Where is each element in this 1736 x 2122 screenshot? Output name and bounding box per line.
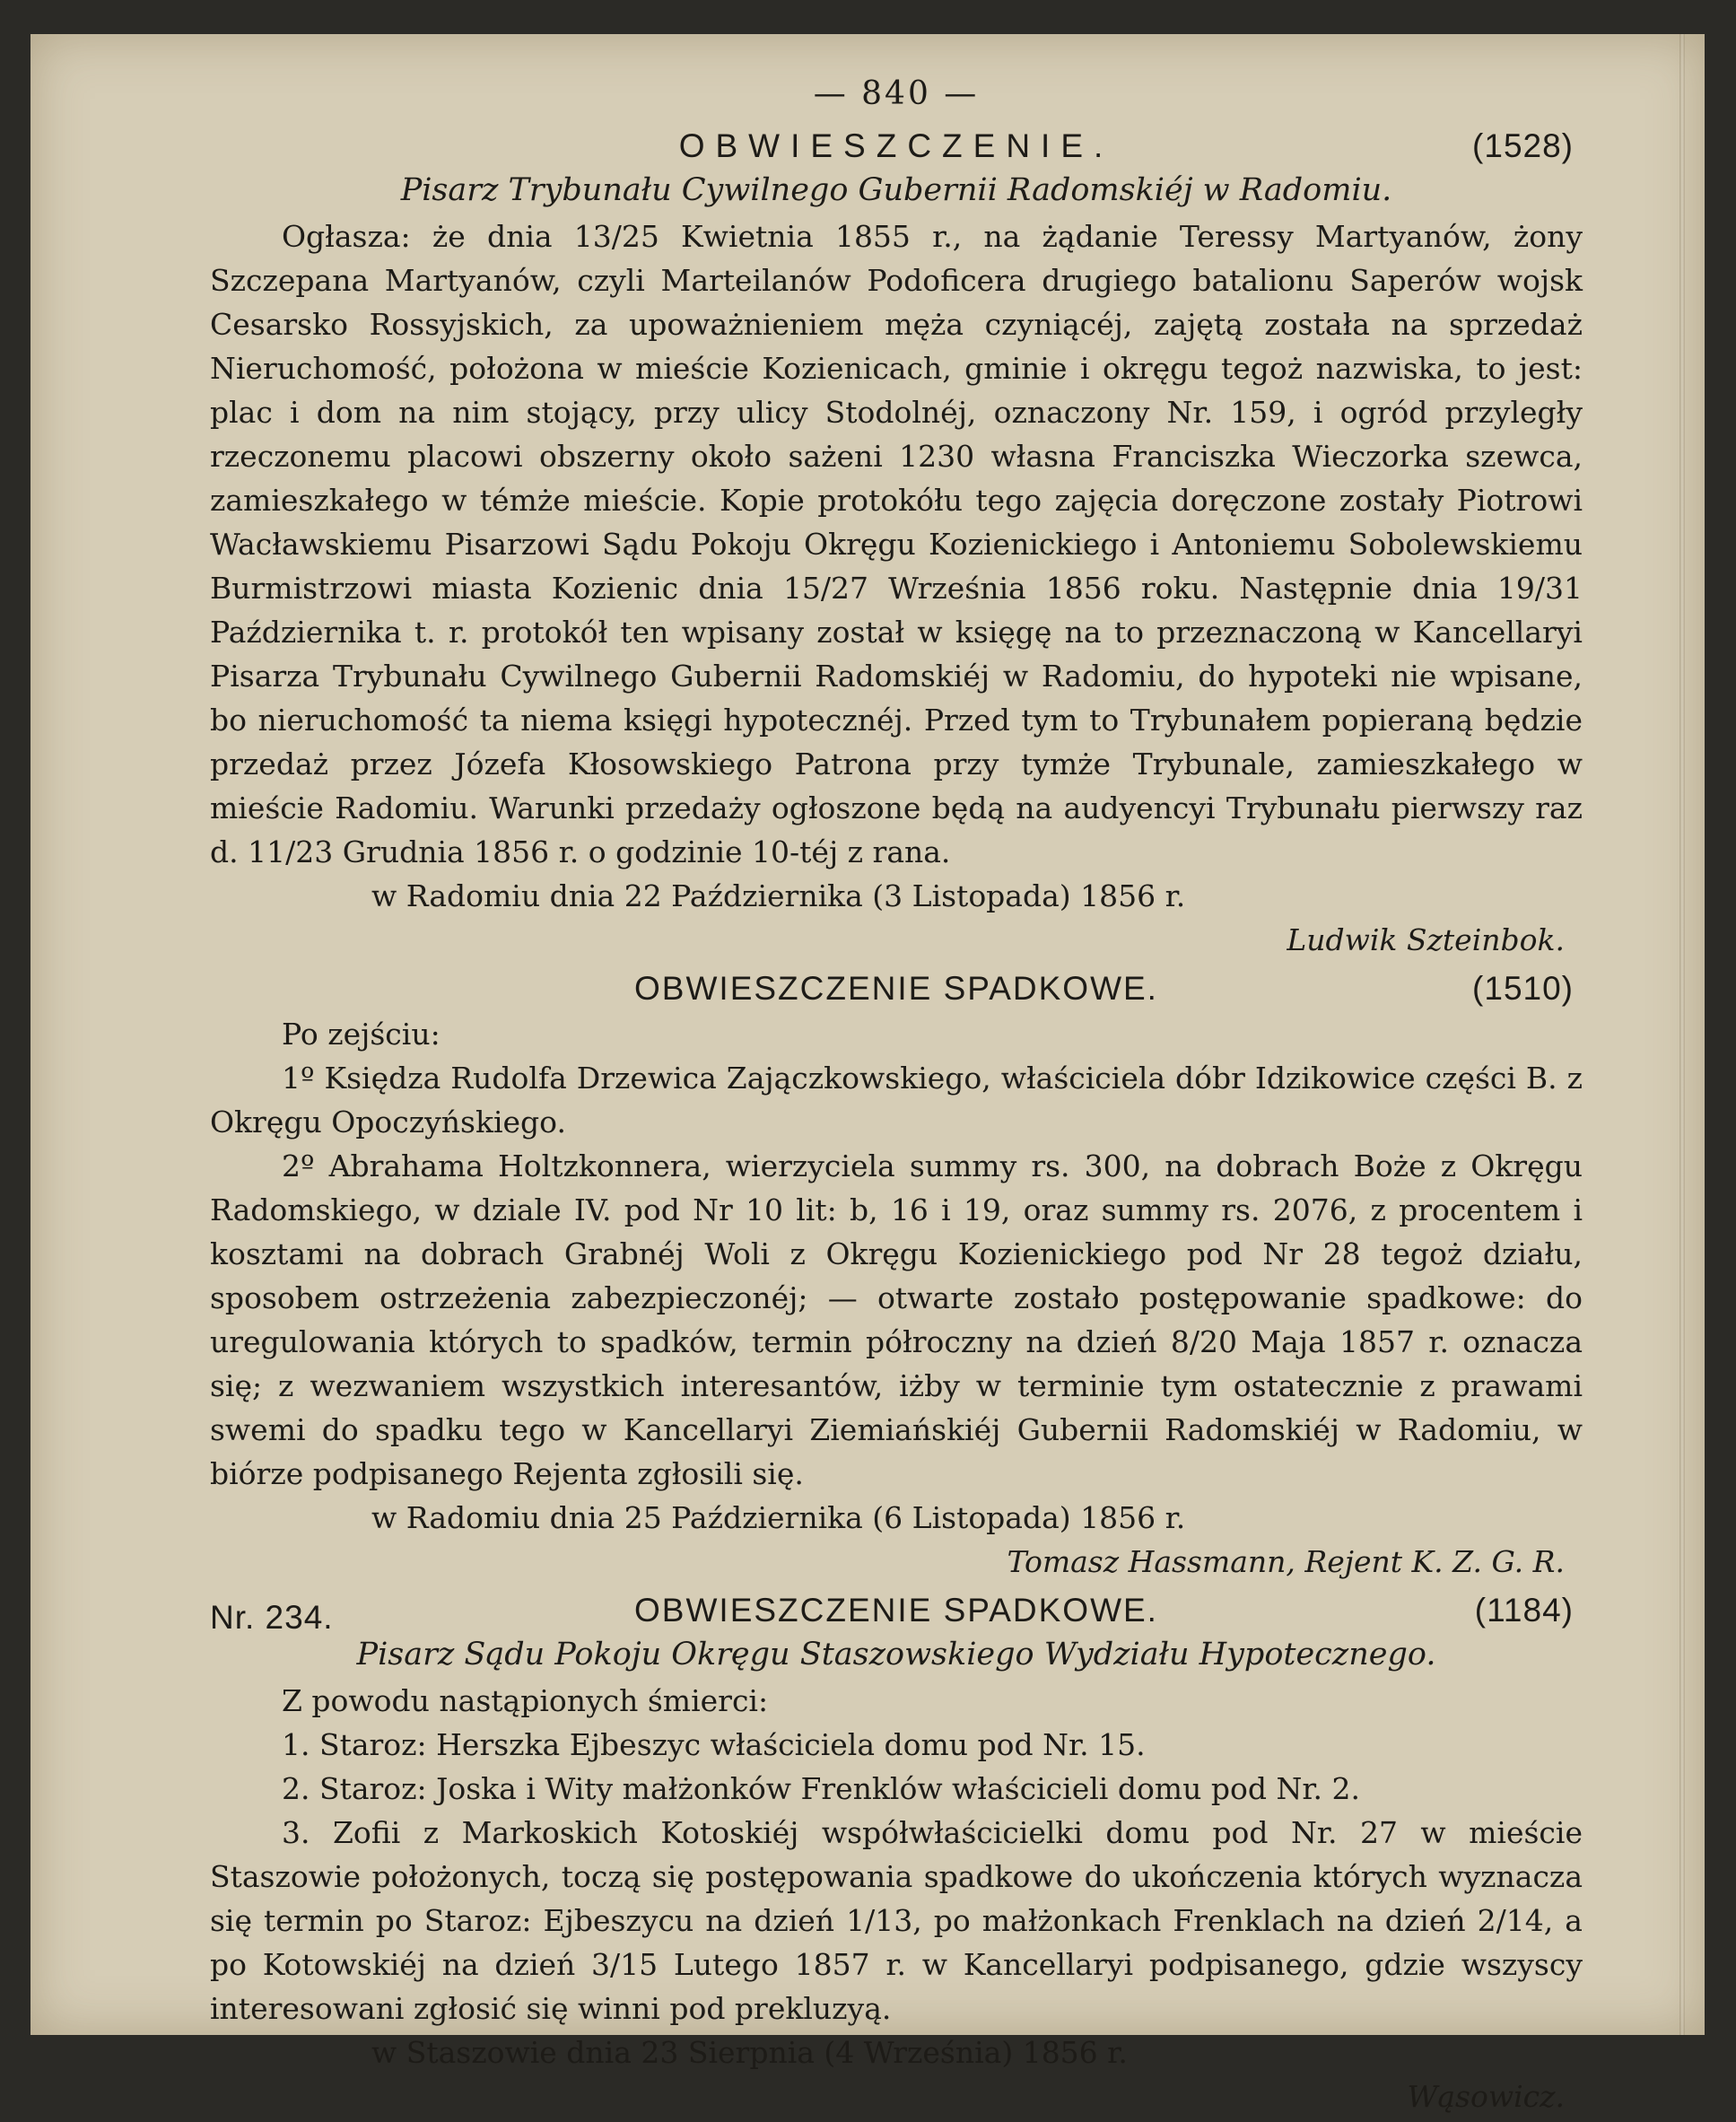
notice-3-date: w Staszowie dnia 23 Sierpnia (4 Września) 1856 r.: [371, 2035, 1128, 2070]
notice-1-signature: Ludwik Szteinbok.: [1287, 922, 1565, 957]
notice-2-signature: Tomasz Hassmann, Rejent K. Z. G. R.: [1007, 1544, 1565, 1579]
notice-2-intro: Po zejściu:: [282, 1017, 441, 1052]
notice-3-signature: Wąsowicz.: [1407, 2079, 1565, 2114]
notice-2-date: w Radomiu dnia 25 Października (6 Listopada) 1856 r.: [371, 1500, 1186, 1535]
notice-1-date: w Radomiu dnia 22 Października (3 Listopada) 1856 r.: [371, 878, 1186, 913]
notice-3-title: OBWIESZCZENIE SPADKOWE.: [634, 1592, 1158, 1629]
page-number: — 840 —: [813, 75, 980, 112]
notice-3-item-1: 1. Staroz: Herszka Ejbeszyc właściciela domu pod Nr. 15.: [282, 1727, 1146, 1762]
notice-2-item-2: 2º Abrahama Holtzkonnera, wierzyciela summy rs. 300, na dobrach Boże z Okręgu Radomskiego, w dziale IV. pod Nr 10 lit: b, 16 i 19, oraz summy rs. 2076, z procentem i kosztami na dobrach Grabnéj Woli z Okręgu Kozienickiego pod Nr 28 tegoż działu, sposobem ostrzeżenia zabezpieczonéj; — otwarte zostało postępowanie spadkowe: do uregulowania których to spadków, termin półroczny na dzień 8/20 Maja 1857 r. oznacza się; z wezwaniem wszystkich interesantów, iżby w terminie tym ostatecznie z prawami swemi do spadku tego w Kancellaryi Ziemiańskiéj Gubernii Radomskiéj w Radomiu, w biórze podpisanego Rejenta zgłosili się.: [210, 1148, 1583, 1491]
notice-3-item-2: 2. Staroz: Joska i Wity małżonków Frenklów właścicieli domu pod Nr. 2.: [282, 1771, 1360, 1806]
notice-1-title: OBWIESZCZENIE.: [678, 127, 1114, 164]
page-fold: [1679, 34, 1685, 2035]
notice-1-issuer: Pisarz Trybunału Cywilnego Gubernii Radomskiéj w Radomiu.: [400, 172, 1392, 208]
notice-1-number: (1528): [1472, 127, 1574, 164]
notice-2-header: [210, 965, 1583, 1012]
notice-3-number: (1184): [1474, 1592, 1574, 1629]
notice-2-number: (1510): [1472, 970, 1574, 1007]
notice-2-item-1: 1º Księdza Rudolfa Drzewica Zajączkowskiego, właściciela dóbr Idzikowice części B. z Okręgu Opoczyńskiego.: [210, 1061, 1583, 1140]
page-content: [210, 72, 1583, 2122]
notice-1-header: [210, 123, 1583, 170]
document-page: [31, 34, 1705, 2114]
notice-3-reference: Nr. 234.: [210, 1599, 334, 1636]
notice-1-body: Ogłasza: że dnia 13/25 Kwietnia 1855 r., na żądanie Teressy Martyanów, żony Szczepana Martyanów, czyli Marteilanów Podoficera drugiego batalionu Saperów wojsk Cesarsko Rossyjskich, za upoważnieniem męża czyniącéj, zajętą została na sprzedaż Nieruchomość, położona w mieście Kozienicach, gminie i okręgu tegoż nazwiska, to jest: plac i dom na nim stojący, przy ulicy Stodolnéj, oznaczony Nr. 159, i ogród przyległy rzeczonemu placowi obszerny około sażeni 1230 własna Franciszka Wieczorka szewca, zamieszkałego w témże mieście. Kopie protokółu tego zajęcia doręczone zostały Piotrowi Wacławskiemu Pisarzowi Sądu Pokoju Okręgu Kozienickiego i Antoniemu Sobolewskiemu Burmistrzowi miasta Kozienic dnia 15/27 Września 1856 roku. Następnie dnia 19/31 Października t. r. protokół ten wpisany został w księgę na to przeznaczoną w Kancellaryi Pisarza Trybunału Cywilnego Gubernii Radomskiéj w Radomiu, do hypoteki nie wpisane, bo nieruchomość ta niema księgi hypotecznéj. Przed tym to Trybunałem popieraną będzie przedaż przez Józefa Kłosowskiego Patrona przy tymże Trybunale, zamieszkałego w mieście Radomiu. Warunki przedaży ogłoszone będą na audyencyi Trybunału pierwszy raz d. 11/23 Grudnia 1856 r. o godzinie 10-téj z rana.: [210, 219, 1583, 869]
notice-2-title: OBWIESZCZENIE SPADKOWE.: [634, 970, 1158, 1007]
notice-3-intro: Z powodu nastąpionych śmierci:: [282, 1683, 769, 1718]
notice-3-header: [210, 1587, 1583, 1634]
notice-3-item-3: 3. Zofii z Markoskich Kotoskiéj współwłaścicielki domu pod Nr. 27 w mieście Staszowie położonych, toczą się postępowania spadkowe do ukończenia których wyznacza się termin po Staroz: Ejbeszycu na dzień 1/13, po małżonkach Frenklach na dzień 2/14, a po Kotowskiéj na dzień 3/15 Lutego 1857 r. w Kancellaryi podpisanego, gdzie wszyscy interesowani zgłosić się winni pod prekluzyą.: [210, 1815, 1583, 2026]
notice-3-issuer: Pisarz Sądu Pokoju Okręgu Staszowskiego Wydziału Hypotecznego.: [356, 1637, 1436, 1672]
